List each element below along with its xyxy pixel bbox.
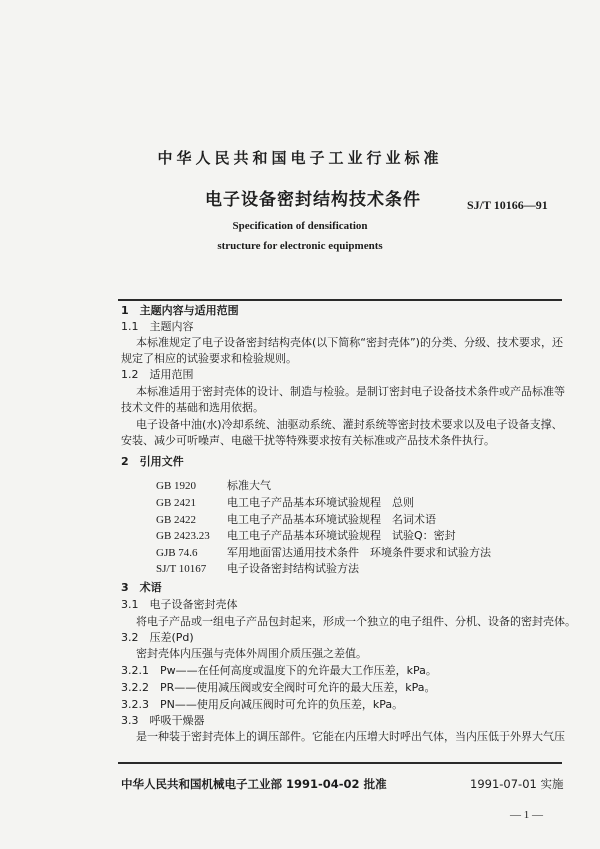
header-divider bbox=[118, 299, 562, 301]
reference-title: 电工电子产品基本环境试验规程 总则 bbox=[227, 496, 414, 509]
approval-line: 中华人民共和国机械电子工业部 1991-04-02 批准 bbox=[121, 777, 387, 791]
english-title-line-2: structure for electronic equipments bbox=[217, 240, 383, 252]
section-3-1-heading: 3.1 电子设备密封壳体 bbox=[121, 598, 238, 611]
english-title-line-1: Specification of densification bbox=[232, 220, 368, 232]
page-number: — 1 — bbox=[510, 809, 543, 821]
reference-code: GB 1920 bbox=[156, 480, 197, 492]
paragraph: 技术文件的基础和选用依据。 bbox=[121, 401, 264, 414]
industry-standard-heading: 中华人民共和国电子工业行业标准 bbox=[157, 149, 443, 167]
section-1-1-heading: 1.1 主题内容 bbox=[121, 320, 194, 333]
reference-code: SJ/T 10167 bbox=[156, 563, 207, 575]
section-2-heading: 2 引用文件 bbox=[121, 455, 184, 468]
reference-title: 电工电子产品基本环境试验规程 试验Q：密封 bbox=[227, 529, 456, 542]
reference-code: GB 2421 bbox=[156, 497, 197, 509]
section-1-2-heading: 1.2 适用范围 bbox=[121, 368, 194, 381]
reference-code: GJB 74.6 bbox=[156, 547, 198, 559]
paragraph: 将电子产品或一组电子产品包封起来，形成一个独立的电子组件、分机、设备的密封壳体。 bbox=[136, 615, 576, 628]
reference-code: GB 2423.23 bbox=[156, 530, 210, 542]
paragraph: 是一种装于密封壳体上的调压部件。它能在内压增大时呼出气体，当内压低于外界大气压 bbox=[136, 730, 565, 743]
paragraph: 本标准规定了电子设备密封结构壳体(以下简称“密封壳体”)的分类、分级、技术要求，还 bbox=[136, 336, 563, 349]
footer-divider bbox=[118, 762, 562, 764]
paragraph: 电子设备中油(水)冷却系统、油驱动系统、灌封系统等密封技术要求以及电子设备支撑、 bbox=[136, 418, 563, 431]
section-3-heading: 3 术语 bbox=[121, 581, 162, 594]
reference-title: 标准大气 bbox=[227, 479, 271, 492]
reference-code: GB 2422 bbox=[156, 514, 197, 526]
standard-code: SJ/T 10166—91 bbox=[467, 198, 548, 212]
section-3-2-1: 3.2.1 Pw——在任何高度或温度下的允许最大工作压差，kPa。 bbox=[121, 664, 437, 677]
implementation-date: 1991-07-01 实施 bbox=[470, 777, 564, 791]
paragraph: 密封壳体内压强与壳体外周围介质压强之差值。 bbox=[136, 647, 367, 660]
paragraph: 规定了相应的试验要求和检验规则。 bbox=[121, 352, 297, 365]
reference-title: 电子设备密封结构试验方法 bbox=[227, 562, 359, 575]
paragraph: 本标准适用于密封壳体的设计、制造与检验。是制订密封电子设备技术条件或产品标准等 bbox=[136, 385, 565, 398]
section-1-heading: 1 主题内容与适用范围 bbox=[121, 304, 239, 317]
paragraph: 安装、减少可听噪声、电磁干扰等特殊要求按有关标准或产品技术条件执行。 bbox=[121, 434, 495, 447]
section-3-2-3: 3.2.3 PN——使用反向减压阀时可允许的负压差，kPa。 bbox=[121, 698, 404, 711]
section-3-2-2: 3.2.2 PR——使用减压阀或安全阀时可允许的最大压差，kPa。 bbox=[121, 681, 436, 694]
document-title: 电子设备密封结构技术条件 bbox=[205, 190, 421, 210]
reference-title: 电工电子产品基本环境试验规程 名词术语 bbox=[227, 513, 436, 526]
reference-title: 军用地面雷达通用技术条件 环境条件要求和试验方法 bbox=[227, 546, 491, 559]
section-3-2-heading: 3.2 压差(Pd) bbox=[121, 631, 194, 644]
section-3-3-heading: 3.3 呼吸干燥器 bbox=[121, 714, 205, 727]
